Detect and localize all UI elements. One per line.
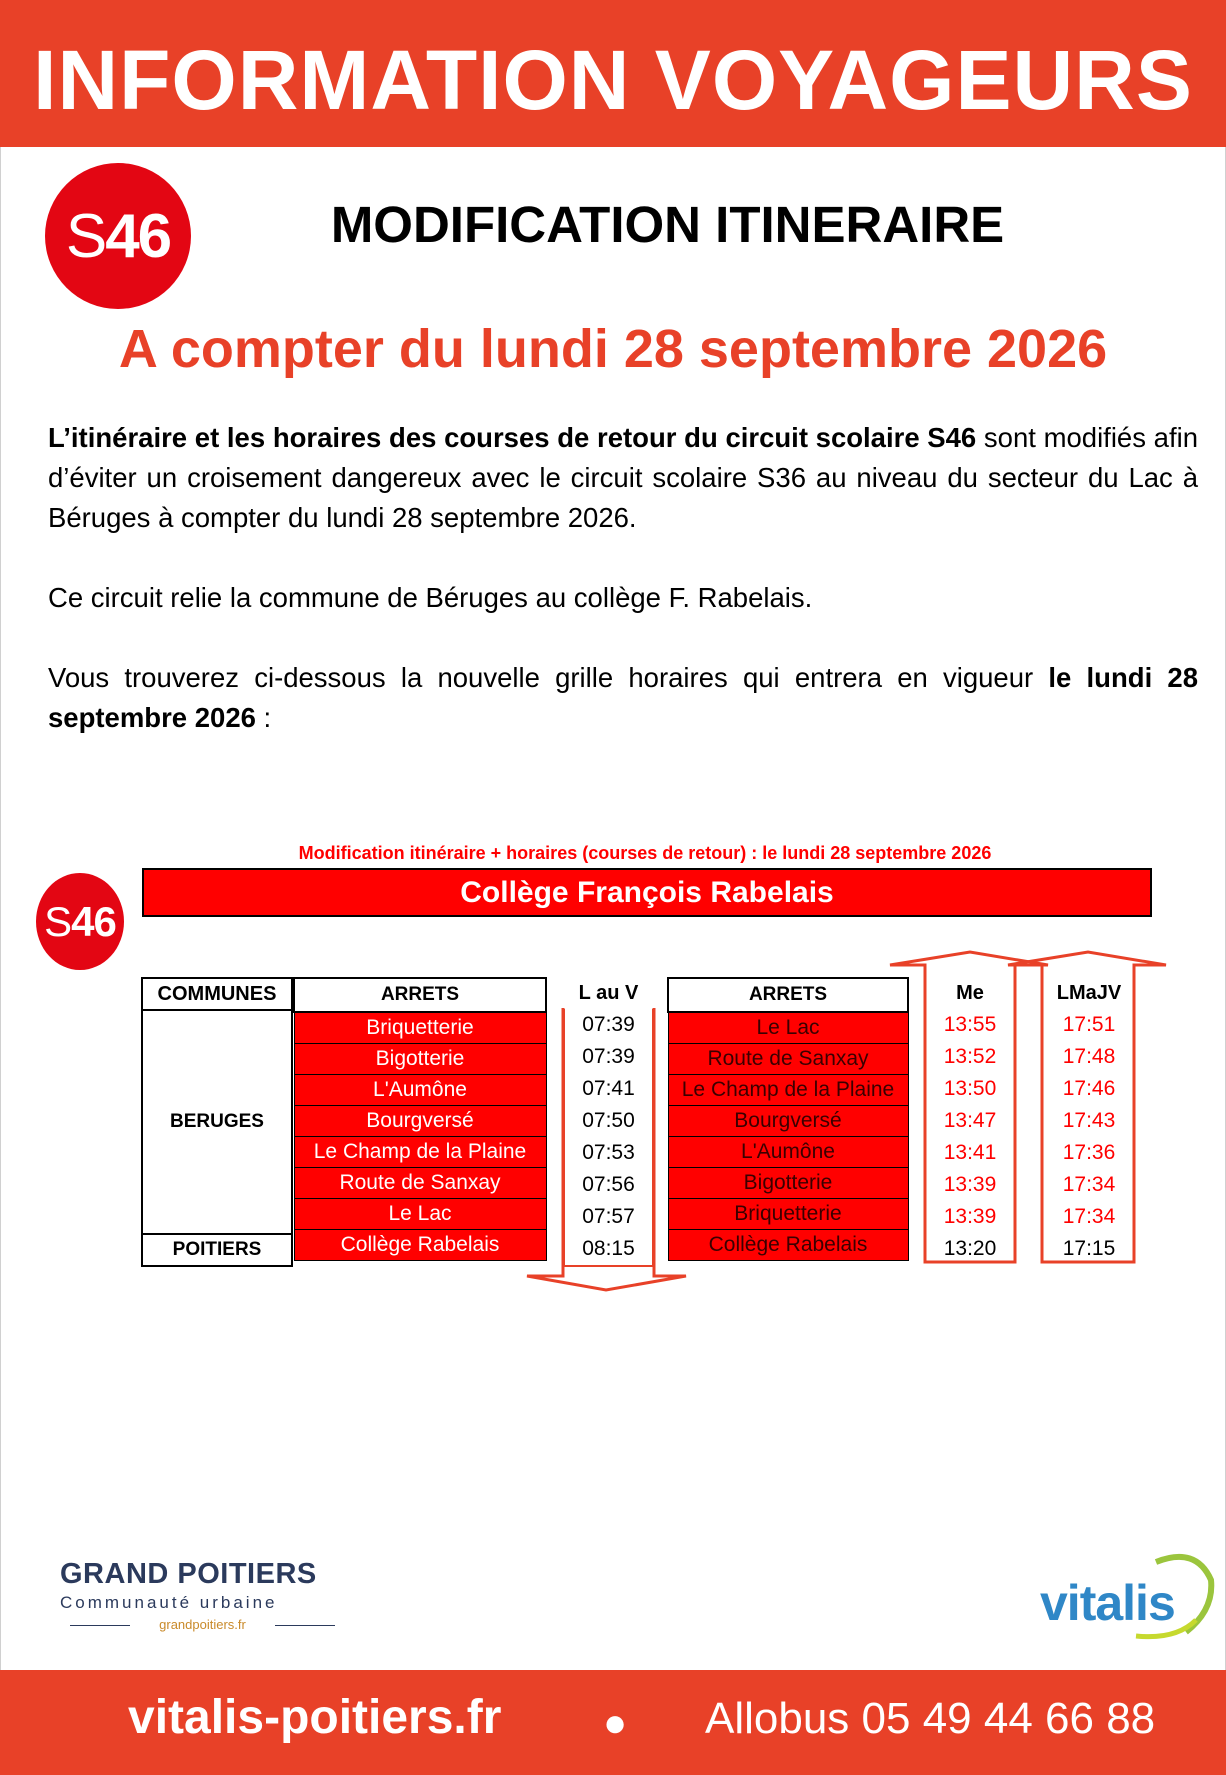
outbound-time-cell: 07:39 (564, 1041, 653, 1073)
outbound-stops-header: ARRETS (294, 978, 546, 1012)
return-lmajv-time-row (1042, 1169, 1136, 1201)
return-me-time-cell: 13:41 (943, 1141, 997, 1164)
return-me-time-cell: 13:52 (943, 1045, 997, 1068)
return-stop-cell: Route de Sanxay (668, 1044, 908, 1075)
college-header-bar: Collège François Rabelais (142, 868, 1152, 917)
outbound-time-row (564, 1041, 653, 1073)
paragraph-timetable-end: : (255, 702, 272, 733)
return-stop-row (668, 1199, 908, 1230)
return-lmajv-time-cell: 17:36 (1062, 1141, 1116, 1164)
return-stop-cell: Le Lac (668, 1012, 908, 1044)
return-me-time-cell: 13:39 (943, 1173, 997, 1196)
return-lmajv-time-row (1042, 1201, 1136, 1233)
footer-allobus-phone[interactable]: Allobus 05 49 44 66 88 (705, 1694, 1156, 1743)
outbound-times-header: L au V (578, 981, 639, 1004)
outbound-stop-row (294, 1168, 546, 1199)
return-lmajv-time-cell: 17:46 (1062, 1077, 1116, 1100)
return-me-time-row (925, 1137, 1015, 1169)
communes-header: COMMUNES (142, 978, 292, 1010)
outbound-stop-cell: Bourgversé (294, 1106, 546, 1137)
outbound-stop-cell: Collège Rabelais (294, 1230, 546, 1261)
outbound-stop-row (294, 1075, 546, 1106)
return-stop-row (668, 1075, 908, 1106)
return-lmajv-header: LMaJV (1056, 981, 1122, 1004)
return-stop-row (668, 1168, 908, 1199)
return-stop-row (668, 1137, 908, 1168)
paragraph-timetable-text: Vous trouverez ci-dessous la nouvelle grille horaires qui entrera en vigueur (48, 662, 1049, 693)
communes-table (141, 977, 293, 1267)
grand-poitiers-logo (60, 1558, 345, 1632)
page-title: MODIFICATION ITINERAIRE (330, 196, 1005, 253)
effective-date-title: A compter du lundi 28 septembre 2026 (118, 319, 1108, 379)
outbound-time-row (564, 1009, 653, 1041)
footer-website[interactable]: vitalis-poitiers.fr (128, 1691, 502, 1744)
return-stop-cell: Le Champ de la Plaine (668, 1075, 908, 1106)
outbound-time-cell: 07:50 (564, 1105, 653, 1137)
outbound-time-cell: 07:53 (564, 1137, 653, 1169)
outbound-time-row (564, 1169, 653, 1201)
return-stop-cell: Bigotterie (668, 1168, 908, 1199)
outbound-stop-row (294, 1106, 546, 1137)
outbound-time-cell: 08:15 (564, 1233, 653, 1266)
return-stop-cell: Bourgversé (668, 1106, 908, 1137)
badge-small-number: 46 (71, 897, 116, 945)
outbound-stop-cell: L'Aumône (294, 1075, 546, 1106)
return-me-time-row (925, 1041, 1015, 1073)
return-me-time-cell: 13:50 (943, 1077, 997, 1100)
outbound-stop-cell: Briquetterie (294, 1012, 546, 1044)
timetable-caption: Modification itinéraire + horaires (courses de retour) : le lundi 28 septembre 2026 (298, 843, 992, 863)
footer-banner (0, 1670, 1226, 1775)
return-stop-row (668, 1044, 908, 1075)
commune-poitiers: POITIERS (142, 1234, 292, 1266)
return-me-time-row (925, 1169, 1015, 1201)
return-me-time-cell: 13:47 (943, 1109, 997, 1132)
return-lmajv-time-cell: 17:51 (1062, 1013, 1116, 1036)
badge-prefix: S (65, 201, 106, 271)
grand-poitiers-subtitle: Communauté urbaine (60, 1593, 278, 1612)
outbound-stop-cell: Bigotterie (294, 1044, 546, 1075)
footer-separator: ● (603, 1701, 628, 1745)
outbound-stops-table (293, 977, 547, 1261)
outbound-stop-row (294, 1199, 546, 1230)
outbound-stop-row (294, 1230, 546, 1261)
outbound-stop-row (294, 1044, 546, 1075)
return-stop-cell: L'Aumône (668, 1137, 908, 1168)
outbound-time-row (564, 1233, 653, 1266)
badge-small-prefix: S (44, 897, 72, 945)
return-lmajv-time-row (1042, 1233, 1136, 1265)
outbound-time-cell: 07:57 (564, 1201, 653, 1233)
outbound-time-row (564, 1201, 653, 1233)
return-me-time-cell: 13:39 (943, 1205, 997, 1228)
vitalis-logo (1036, 1550, 1216, 1640)
return-stop-cell: Collège Rabelais (668, 1230, 908, 1261)
outbound-stop-row (294, 1012, 546, 1044)
return-lmajv-time-cell: 17:15 (1062, 1237, 1116, 1260)
outbound-time-cell: 07:41 (564, 1073, 653, 1105)
return-me-time-cell: 13:55 (943, 1013, 997, 1036)
paragraph-itinerary-rest: sont modifiés afin d’éviter un croisement dangereux avec le circuit scolaire S36 au niveau du secteur du Lac à Béruges à compter du lundi 28 septembre 2026. (48, 422, 1199, 533)
outbound-time-row (564, 1073, 653, 1105)
return-stop-cell: Briquetterie (668, 1199, 908, 1230)
commune-beruges: BERUGES (142, 1010, 292, 1234)
paragraph-itinerary-bold: L’itinéraire et les horaires des courses de retour du circuit scolaire S46 (48, 422, 977, 453)
return-me-time-row (925, 1201, 1015, 1233)
return-lmajv-time-cell: 17:34 (1062, 1205, 1116, 1228)
return-me-times-table (925, 977, 1015, 1265)
return-stops-header: ARRETS (668, 978, 908, 1012)
info-voyageurs-banner: INFORMATION VOYAGEURS (0, 0, 1226, 147)
badge-number: 46 (105, 201, 171, 271)
outbound-stop-row (294, 1137, 546, 1168)
outbound-times-table (563, 977, 654, 1267)
grand-poitiers-name: GRAND POITIERS (60, 1558, 317, 1590)
return-stop-row (668, 1012, 908, 1044)
return-stop-row (668, 1230, 908, 1261)
return-stops-table (667, 977, 909, 1261)
return-lmajv-time-row (1042, 1105, 1136, 1137)
return-lmajv-times-table (1042, 977, 1136, 1265)
return-lmajv-time-row (1042, 1009, 1136, 1041)
grand-poitiers-url: grandpoitiers.fr (60, 1617, 345, 1632)
outbound-stop-cell: Le Champ de la Plaine (294, 1137, 546, 1168)
return-me-time-row (925, 1105, 1015, 1137)
return-me-time-cell: 13:20 (943, 1237, 997, 1260)
return-lmajv-time-row (1042, 1073, 1136, 1105)
return-lmajv-time-cell: 17:34 (1062, 1173, 1116, 1196)
paragraph-circuit: Ce circuit relie la commune de Béruges au collège F. Rabelais. (48, 582, 813, 613)
return-me-time-row (925, 1233, 1015, 1265)
return-lmajv-time-row (1042, 1137, 1136, 1169)
return-me-time-row (925, 1009, 1015, 1041)
paragraph-timetable-date: le lundi 28 septembre 2026 (48, 662, 1198, 733)
outbound-time-row (564, 1105, 653, 1137)
vitalis-wordmark: vitalis (1040, 1575, 1175, 1631)
outbound-stop-cell: Route de Sanxay (294, 1168, 546, 1199)
return-lmajv-time-row (1042, 1041, 1136, 1073)
return-lmajv-time-cell: 17:43 (1062, 1109, 1116, 1132)
outbound-time-cell: 07:56 (564, 1169, 653, 1201)
outbound-time-row (564, 1137, 653, 1169)
return-me-header: Me (956, 981, 984, 1004)
outbound-stop-cell: Le Lac (294, 1199, 546, 1230)
outbound-time-cell: 07:39 (564, 1009, 653, 1041)
return-me-time-row (925, 1073, 1015, 1105)
return-stop-row (668, 1106, 908, 1137)
return-lmajv-time-cell: 17:48 (1062, 1045, 1116, 1068)
